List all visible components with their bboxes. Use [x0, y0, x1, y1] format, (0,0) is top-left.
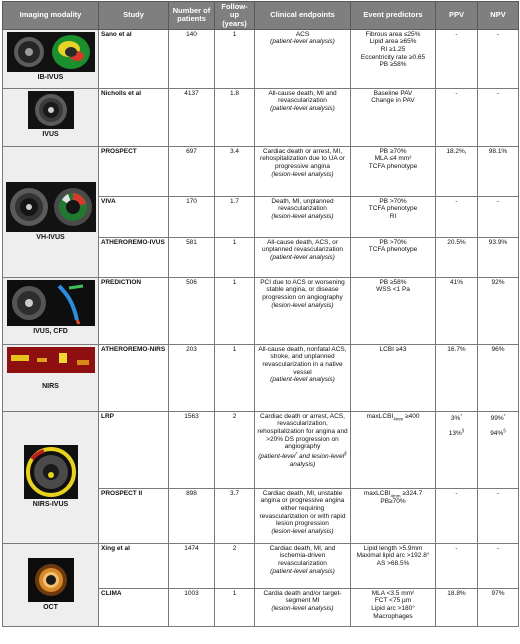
table-row: [3, 29, 519, 88]
followup-years: 1.7: [215, 196, 255, 237]
ppv-value: -: [436, 88, 478, 146]
endpoint-text: All-cause death, nonfatal ACS, stroke, and unplanned revascularization in a native vessel: [258, 345, 347, 376]
patients-count: 4137: [169, 88, 215, 146]
predictor: LCBI ≥43: [379, 345, 407, 353]
clinical-endpoint: [255, 277, 351, 344]
analysis-note: (lesion-level analysis): [271, 170, 334, 178]
ivus-cfd-image: [7, 280, 95, 326]
imaging-studies-table: [2, 1, 519, 627]
predictor-main: maxLCBI: [366, 412, 394, 420]
predictor-subscript: 4mm: [390, 493, 401, 499]
endpoint-text: PCI due to ACS or worsening stable angina, or disease progression on angiography: [260, 278, 345, 302]
table-row: [3, 146, 519, 196]
event-predictors: [351, 88, 436, 146]
ppv-value: 20.5%: [436, 237, 478, 277]
endpoint-text: Cardia death and/or target-segment MI: [263, 589, 342, 605]
study-name: PROSPECT II: [99, 488, 169, 543]
clinical-endpoint: [255, 146, 351, 196]
followup-years: 2: [215, 411, 255, 488]
endpoint-text: All-cause death, ACS, or unplanned revascularization: [262, 238, 343, 254]
patients-count: 1003: [169, 588, 215, 626]
table-row: [3, 411, 519, 488]
study-name: CLIMA: [99, 588, 169, 626]
event-predictors: [351, 411, 436, 488]
predictor: [353, 413, 433, 422]
study-name: LRP: [99, 411, 169, 488]
modality-cell-ivus-cfd: [3, 277, 99, 344]
clinical-endpoint: [255, 411, 351, 488]
npv-value: 93.9%: [478, 237, 519, 277]
modality-label: IB-IVUS: [37, 73, 64, 81]
predictor: WSS <1 Pa: [376, 286, 410, 294]
clinical-endpoint: [255, 196, 351, 237]
npv-value: -: [478, 88, 519, 146]
analysis-note: (patient-level analysis): [270, 567, 335, 575]
header-imaging-modality: Imaging modality: [3, 2, 99, 30]
modality-cell-ivus: [3, 88, 99, 146]
table-row: [3, 543, 519, 588]
study-name: Xing et al: [99, 543, 169, 588]
predictor: RI: [389, 213, 397, 221]
ppv-value: -: [436, 543, 478, 588]
ppv-value: -: [436, 196, 478, 237]
table-row: [3, 344, 519, 411]
ppv-value: 18.2%,: [436, 146, 478, 196]
clinical-endpoint: [255, 344, 351, 411]
modality-label: NIRS-IVUS: [32, 501, 69, 509]
patients-count: 170: [169, 196, 215, 237]
followup-years: 3.4: [215, 146, 255, 196]
followup-years: 1: [215, 29, 255, 88]
predictor: TCFA phenotype: [368, 163, 418, 171]
followup-years: 2: [215, 543, 255, 588]
predictor-main: maxLCBI: [363, 489, 391, 497]
clinical-endpoint: [255, 29, 351, 88]
patients-count: 898: [169, 488, 215, 543]
endpoint-text: All-cause death, MI and revascularization: [268, 89, 337, 105]
footnote-mark: §: [344, 451, 347, 457]
modality-cell-nirs-ivus: [3, 411, 99, 543]
patients-count: 140: [169, 29, 215, 88]
patients-count: 697: [169, 146, 215, 196]
predictor: PB≥70%: [380, 498, 406, 506]
followup-years: 1: [215, 588, 255, 626]
study-name: ATHEROREMO-NIRS: [99, 344, 169, 411]
analysis-note: (lesion-level analysis): [271, 605, 334, 613]
patients-count: 506: [169, 277, 215, 344]
predictor: PB ≥58%: [379, 278, 407, 286]
endpoint-text: Cardiac death or arrest, ACS, revascularization, rehospitalization for angina and >20% DS progression on angiography: [257, 412, 348, 451]
header-number-of-patients: Number of patients: [169, 2, 215, 30]
analysis-note-part: (patient-level: [258, 453, 296, 461]
table-row: [3, 277, 519, 344]
ivus-image: [28, 91, 74, 129]
modality-cell-ib-ivus: [3, 29, 99, 88]
ppv-value: 41%: [436, 277, 478, 344]
predictor-subscript: 4mm: [393, 416, 404, 422]
analysis-note: [257, 451, 348, 468]
npv-value: -: [478, 29, 519, 88]
npv-value: 97%: [478, 588, 519, 626]
endpoint-text: Cardiac death or arrest, MI, rehospitalization due to UA or progressive angina: [260, 147, 345, 171]
analysis-note: (lesion-level analysis): [271, 301, 334, 309]
patients-count: 203: [169, 344, 215, 411]
predictor: Eccentricity rate ≥0.65: [360, 53, 426, 61]
patients-count: 1474: [169, 543, 215, 588]
vh-ivus-image: [6, 182, 96, 232]
predictor: [353, 490, 433, 499]
ib-ivus-image: [7, 32, 95, 72]
patients-count: 1563: [169, 411, 215, 488]
analysis-note-part: and lesion-level: [297, 453, 345, 461]
predictor: TCFA phenotype: [368, 205, 418, 213]
modality-label: OCT: [43, 603, 58, 611]
clinical-endpoint: [255, 588, 351, 626]
predictor: Change in PAV: [371, 97, 415, 105]
event-predictors: [351, 237, 436, 277]
modality-label: NIRS: [42, 382, 59, 390]
study-name: PROSPECT: [99, 146, 169, 196]
header-ppv: PPV: [436, 2, 478, 30]
analysis-note: (patient-level analysis): [270, 38, 335, 46]
npv-value: -: [478, 488, 519, 543]
predictor: Lipid arc >180°: [371, 605, 415, 613]
header-follow-up: Follow-up (years): [215, 2, 255, 30]
event-predictors: [351, 196, 436, 237]
ppv-value: -: [436, 29, 478, 88]
header-clinical-endpoints: Clinical endpoints: [255, 2, 351, 30]
nirs-ivus-image: [24, 445, 78, 499]
predictor-threshold: ≥324.7: [400, 489, 423, 497]
ppv-value: -: [436, 488, 478, 543]
footnote-mark: *: [295, 451, 298, 457]
ppv-lesion-level: 13%§: [448, 427, 465, 437]
endpoint-text: Death, MI, unplanned revascularization: [271, 197, 334, 213]
event-predictors: [351, 146, 436, 196]
npv-value: 96%: [478, 344, 519, 411]
predictor: Macrophages: [373, 612, 413, 620]
modality-label: VH-IVUS: [36, 233, 65, 241]
clinical-endpoint: [255, 543, 351, 588]
event-predictors: [351, 543, 436, 588]
analysis-note: (patient-level analysis): [270, 105, 335, 113]
clinical-endpoint: [255, 88, 351, 146]
ppv-value: 16.7%: [436, 344, 478, 411]
clinical-endpoint: [255, 488, 351, 543]
endpoint-text: ACS: [295, 30, 310, 38]
modality-cell-nirs: [3, 344, 99, 411]
modality-label: IVUS: [42, 130, 59, 138]
study-name: ATHEROREMO-IVUS: [99, 237, 169, 277]
study-name: Sano et al: [99, 29, 169, 88]
predictor: PB >70%: [379, 238, 407, 246]
nirs-image: [7, 347, 95, 373]
predictor: Baseline PAV: [373, 89, 413, 97]
event-predictors: [351, 488, 436, 543]
ppv-value: [436, 411, 478, 488]
followup-years: 1.8: [215, 88, 255, 146]
predictor: Maximal lipid arc >192.8°: [356, 552, 430, 560]
npv-value: 98.1%: [478, 146, 519, 196]
event-predictors: [351, 29, 436, 88]
npv-value: [478, 411, 519, 488]
predictor: FCT <75 µm: [374, 597, 412, 605]
header-study: Study: [99, 2, 169, 30]
predictor: Lipid area ≥65%: [369, 38, 417, 46]
predictor: TCFA phenotype: [368, 246, 418, 254]
followup-years: 1: [215, 344, 255, 411]
analysis-note: (patient-level analysis): [270, 376, 335, 384]
npv-value: 92%: [478, 277, 519, 344]
modality-label: IVUS, CFD: [33, 327, 68, 335]
study-name: PREDICTION: [99, 277, 169, 344]
analysis-note: (lesion-level analysis): [271, 528, 334, 536]
ppv-value: 18.8%: [436, 588, 478, 626]
endpoint-text: Cardiac death, MI, and ischemia-driven revascularization: [269, 544, 336, 568]
npv-value: -: [478, 543, 519, 588]
study-name: Nicholls et al: [99, 88, 169, 146]
predictor: MLA <3.5 mm²: [371, 589, 415, 597]
followup-years: 3.7: [215, 488, 255, 543]
predictor: PB ≥58%: [379, 61, 407, 69]
predictor-threshold: ≥400: [403, 412, 420, 420]
modality-cell-vh-ivus: [3, 146, 99, 277]
event-predictors: [351, 277, 436, 344]
ppv-patient-level: 3%*: [450, 412, 463, 422]
predictor: AS >68.5%: [376, 560, 410, 568]
analysis-note-part: analysis): [289, 460, 316, 468]
predictor: Lipid length >5.9mm: [363, 544, 423, 552]
analysis-note: (patient-level analysis): [270, 254, 335, 262]
endpoint-text: Cardiac death, MI, unstable angina or progressive angina either requiring revascularization or with rapid lesion progression: [259, 489, 346, 528]
clinical-endpoint: [255, 237, 351, 277]
predictor: Fibrous area ≤25%: [365, 30, 421, 38]
event-predictors: [351, 588, 436, 626]
header-row: [3, 2, 519, 30]
predictor: PB ≥70%: [379, 147, 407, 155]
table-row: [3, 88, 519, 146]
event-predictors: [351, 344, 436, 411]
predictor: PB >70%: [379, 197, 407, 205]
modality-cell-oct: [3, 543, 99, 626]
followup-years: 1: [215, 237, 255, 277]
npv-lesion-level: 94%§: [490, 427, 506, 437]
analysis-note: (lesion-level analysis): [271, 213, 334, 221]
study-name: VIVA: [99, 196, 169, 237]
patients-count: 581: [169, 237, 215, 277]
header-event-predictors: Event predictors: [351, 2, 436, 30]
npv-value: -: [478, 196, 519, 237]
followup-years: 1: [215, 277, 255, 344]
predictor: MLA ≤4 mm²: [374, 155, 412, 163]
predictor: RI ≥1.25: [380, 46, 406, 54]
npv-patient-level: 99%*: [490, 412, 506, 422]
oct-image: [28, 558, 74, 602]
header-npv: NPV: [478, 2, 519, 30]
